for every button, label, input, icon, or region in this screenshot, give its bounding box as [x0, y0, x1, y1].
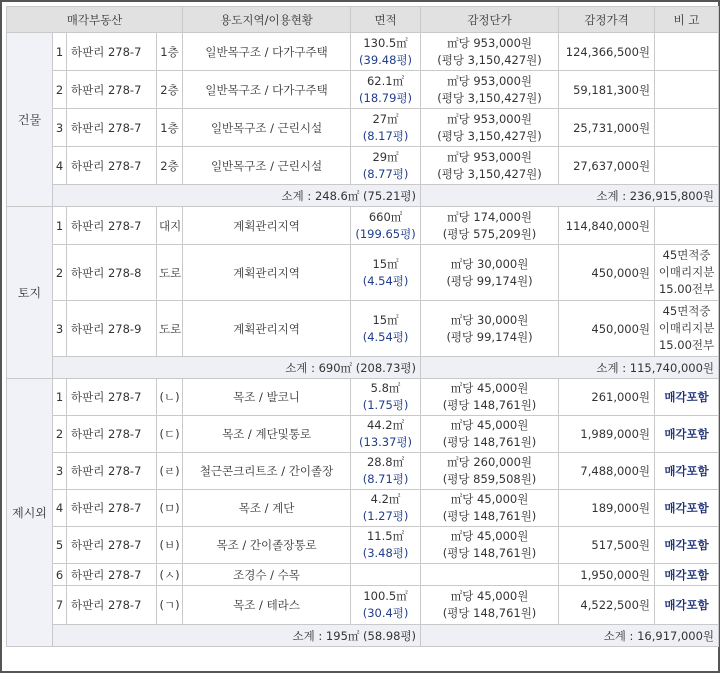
row-number: 3 [53, 109, 67, 147]
table-row [7, 490, 719, 527]
unit-price-m2: ㎡당 30,000원 [450, 256, 529, 271]
appraised-value-cell: 517,500원 [559, 527, 655, 564]
table-row [7, 207, 719, 245]
usage-cell: 계획관리지역 [183, 207, 351, 245]
address-cell: 하판리 278-7 [67, 490, 157, 527]
type-cell: (ㄱ) [157, 586, 183, 625]
remarks-cell: 매각포함 [655, 416, 719, 453]
usage-cell: 일반목구조 / 근린시설 [183, 147, 351, 185]
unit-price-cell [421, 301, 559, 357]
remarks-cell [655, 147, 719, 185]
appraised-value-cell: 4,522,500원 [559, 586, 655, 625]
subtotal-area: 소계 : 195㎡ (58.98평) [53, 625, 421, 647]
row-number: 1 [53, 207, 67, 245]
unit-price-m2: ㎡당 45,000원 [450, 381, 529, 395]
area-cell [351, 586, 421, 625]
unit-price-cell [421, 109, 559, 147]
unit-price-cell [421, 453, 559, 490]
address-cell: 하판리 278-7 [67, 379, 157, 416]
row-number: 2 [53, 245, 67, 301]
usage-cell: 계획관리지역 [183, 301, 351, 357]
remarks-cell [655, 207, 719, 245]
area-m2: 4.2㎡ [370, 492, 401, 506]
table-row [7, 301, 719, 357]
header-area: 면적 [351, 7, 421, 33]
area-cell [351, 490, 421, 527]
table-row [7, 586, 719, 625]
usage-cell: 목조 / 간이졸장통로 [183, 527, 351, 564]
area-cell [351, 301, 421, 357]
remarks-line: 이매리지분 [658, 321, 715, 335]
type-cell: (ㅅ) [157, 564, 183, 586]
unit-price-cell [421, 379, 559, 416]
remarks-cell: 매각포함 [655, 564, 719, 586]
type-cell: 2층 [157, 147, 183, 185]
unit-price-pyeong: (평당 3,150,427원) [437, 90, 542, 105]
appraised-value-cell: 450,000원 [559, 301, 655, 357]
area-cell [351, 416, 421, 453]
row-number: 3 [53, 301, 67, 357]
header-unit-price: 감정단가 [421, 7, 559, 33]
area-m2: 5.8㎡ [370, 381, 401, 395]
subtotal-area: 소계 : 690㎡ (208.73평) [53, 357, 421, 379]
table-row [7, 245, 719, 301]
remarks-cell [655, 245, 719, 301]
unit-price-pyeong: (평당 3,150,427원) [437, 128, 542, 143]
unit-price-cell [421, 490, 559, 527]
address-cell: 하판리 278-9 [67, 301, 157, 357]
usage-cell: 조경수 / 수목 [183, 564, 351, 586]
type-cell: (ㄴ) [157, 379, 183, 416]
address-cell: 하판리 278-7 [67, 564, 157, 586]
appraised-value-cell: 1,950,000원 [559, 564, 655, 586]
area-m2: 130.5㎡ [363, 35, 408, 50]
usage-cell: 일반목구조 / 다가구주택 [183, 71, 351, 109]
row-number: 5 [53, 527, 67, 564]
row-number: 2 [53, 416, 67, 453]
type-cell: (ㄹ) [157, 453, 183, 490]
area-m2: 44.2㎡ [366, 418, 405, 432]
row-number: 1 [53, 379, 67, 416]
unit-price-cell [421, 71, 559, 109]
row-number: 6 [53, 564, 67, 586]
unit-price-pyeong: (평당 3,150,427원) [437, 166, 542, 181]
unit-price-cell [421, 33, 559, 71]
unit-price-cell [421, 527, 559, 564]
unit-price-cell [421, 416, 559, 453]
area-pyeong: (18.79평) [359, 90, 413, 105]
type-cell: (ㅁ) [157, 490, 183, 527]
table-row [7, 453, 719, 490]
area-cell [351, 564, 421, 586]
unit-price-cell [421, 207, 559, 245]
usage-cell: 목조 / 테라스 [183, 586, 351, 625]
area-cell [351, 109, 421, 147]
appraised-value-cell: 25,731,000원 [559, 109, 655, 147]
type-cell: 2층 [157, 71, 183, 109]
row-number: 1 [53, 33, 67, 71]
unit-price-pyeong: (평당 3,150,427원) [437, 52, 542, 67]
row-number: 2 [53, 71, 67, 109]
area-m2: 28.8㎡ [366, 455, 405, 469]
subtotal-row-extra [7, 625, 719, 647]
table-row [7, 564, 719, 586]
area-m2: 660㎡ [368, 209, 403, 224]
unit-price-m2: ㎡당 953,000원 [447, 111, 533, 126]
address-cell: 하판리 278-7 [67, 207, 157, 245]
area-m2: 100.5㎡ [363, 589, 408, 603]
table-row [7, 527, 719, 564]
area-pyeong: (8.17평) [362, 128, 409, 143]
remarks-line: 45면적중 [662, 304, 711, 318]
unit-price-pyeong: (평당 99,174원) [446, 329, 533, 344]
subtotal-row-land [7, 357, 719, 379]
area-pyeong: (13.37평) [359, 435, 413, 449]
address-cell: 하판리 278-7 [67, 453, 157, 490]
header-appraised-value: 감정가격 [559, 7, 655, 33]
type-cell: 도로 [157, 301, 183, 357]
subtotal-value: 소계 : 236,915,800원 [421, 185, 719, 207]
unit-price-pyeong: (평당 148,761원) [442, 398, 537, 412]
area-m2: 11.5㎡ [366, 529, 405, 543]
remarks-cell [655, 71, 719, 109]
remarks-cell: 매각포함 [655, 586, 719, 625]
remarks-line: 15.00전부 [658, 338, 715, 352]
appraised-value-cell: 124,366,500원 [559, 33, 655, 71]
unit-price-cell [421, 147, 559, 185]
address-cell: 하판리 278-7 [67, 586, 157, 625]
address-cell: 하판리 278-7 [67, 71, 157, 109]
appraised-value-cell: 27,637,000원 [559, 147, 655, 185]
area-pyeong: (4.54평) [362, 329, 409, 344]
unit-price-m2: ㎡당 953,000원 [447, 73, 533, 88]
unit-price-m2: ㎡당 953,000원 [447, 35, 533, 50]
type-cell: (ㅂ) [157, 527, 183, 564]
area-m2: 15㎡ [372, 312, 399, 327]
area-pyeong: (1.27평) [362, 509, 409, 523]
row-number: 4 [53, 490, 67, 527]
area-m2: 27㎡ [372, 111, 399, 126]
subtotal-row-building [7, 185, 719, 207]
usage-cell: 일반목구조 / 근린시설 [183, 109, 351, 147]
subtotal-area: 소계 : 248.6㎡ (75.21평) [53, 185, 421, 207]
row-number: 3 [53, 453, 67, 490]
appraisal-table [6, 6, 719, 647]
remarks-cell: 매각포함 [655, 379, 719, 416]
area-cell [351, 453, 421, 490]
type-cell: (ㄷ) [157, 416, 183, 453]
appraised-value-cell: 450,000원 [559, 245, 655, 301]
unit-price-pyeong: (평당 99,174원) [446, 273, 533, 288]
area-pyeong: (30.4평) [362, 606, 409, 620]
subtotal-value: 소계 : 115,740,000원 [421, 357, 719, 379]
area-cell [351, 527, 421, 564]
unit-price-pyeong: (평당 575,209원) [442, 226, 537, 241]
area-pyeong: (1.75평) [362, 398, 409, 412]
area-m2: 15㎡ [372, 256, 399, 271]
subtotal-value: 소계 : 16,917,000원 [421, 625, 719, 647]
unit-price-m2: ㎡당 45,000원 [450, 418, 529, 432]
header-row [7, 7, 719, 33]
usage-cell: 목조 / 계단및통로 [183, 416, 351, 453]
address-cell: 하판리 278-7 [67, 527, 157, 564]
category-label-extra: 제시외 [7, 379, 53, 647]
unit-price-pyeong: (평당 859,508원) [442, 472, 537, 486]
area-pyeong: (4.54평) [362, 273, 409, 288]
area-cell [351, 33, 421, 71]
appraised-value-cell: 59,181,300원 [559, 71, 655, 109]
unit-price-m2: ㎡당 45,000원 [450, 589, 529, 603]
remarks-line: 45면적중 [662, 248, 711, 262]
area-pyeong: (3.48평) [362, 546, 409, 560]
remarks-cell: 매각포함 [655, 490, 719, 527]
area-cell [351, 147, 421, 185]
address-cell: 하판리 278-7 [67, 109, 157, 147]
address-cell: 하판리 278-7 [67, 416, 157, 453]
category-label-building: 건물 [7, 33, 53, 207]
remarks-line: 15.00전부 [658, 282, 715, 296]
area-cell [351, 207, 421, 245]
remarks-cell [655, 301, 719, 357]
table-row [7, 71, 719, 109]
area-pyeong: (8.77평) [362, 166, 409, 181]
unit-price-pyeong: (평당 148,761원) [442, 546, 537, 560]
area-cell [351, 71, 421, 109]
appraised-value-cell: 1,989,000원 [559, 416, 655, 453]
appraised-value-cell: 7,488,000원 [559, 453, 655, 490]
remarks-cell: 매각포함 [655, 527, 719, 564]
table-row [7, 147, 719, 185]
area-cell [351, 245, 421, 301]
appraised-value-cell: 189,000원 [559, 490, 655, 527]
table-row [7, 416, 719, 453]
unit-price-cell [421, 586, 559, 625]
appraised-value-cell: 114,840,000원 [559, 207, 655, 245]
area-pyeong: (39.48평) [359, 52, 413, 67]
unit-price-pyeong: (평당 148,761원) [442, 509, 537, 523]
type-cell: 도로 [157, 245, 183, 301]
address-cell: 하판리 278-8 [67, 245, 157, 301]
unit-price-m2: ㎡당 953,000원 [447, 149, 533, 164]
type-cell: 1층 [157, 109, 183, 147]
header-property: 매각부동산 [7, 7, 183, 33]
address-cell: 하판리 278-7 [67, 147, 157, 185]
area-pyeong: (8.71평) [362, 472, 409, 486]
usage-cell: 일반목구조 / 다가구주택 [183, 33, 351, 71]
type-cell: 대지 [157, 207, 183, 245]
remarks-cell [655, 109, 719, 147]
usage-cell: 목조 / 발코니 [183, 379, 351, 416]
usage-cell: 철근콘크리트조 / 간이졸장 [183, 453, 351, 490]
address-cell: 하판리 278-7 [67, 33, 157, 71]
unit-price-m2: ㎡당 45,000원 [450, 492, 529, 506]
unit-price-cell [421, 245, 559, 301]
unit-price-m2: ㎡당 45,000원 [450, 529, 529, 543]
table-row [7, 109, 719, 147]
header-zoning: 용도지역/이용현황 [183, 7, 351, 33]
table-row [7, 379, 719, 416]
area-m2: 62.1㎡ [366, 73, 405, 88]
table-row [7, 33, 719, 71]
header-remarks: 비 고 [655, 7, 719, 33]
unit-price-pyeong: (평당 148,761원) [442, 606, 537, 620]
unit-price-pyeong: (평당 148,761원) [442, 435, 537, 449]
unit-price-m2: ㎡당 30,000원 [450, 312, 529, 327]
unit-price-m2: ㎡당 260,000원 [447, 455, 533, 469]
remarks-cell [655, 33, 719, 71]
area-cell [351, 379, 421, 416]
type-cell: 1층 [157, 33, 183, 71]
area-m2: 29㎡ [372, 149, 399, 164]
unit-price-m2: ㎡당 174,000원 [447, 209, 533, 224]
appraised-value-cell: 261,000원 [559, 379, 655, 416]
usage-cell: 목조 / 계단 [183, 490, 351, 527]
remarks-cell: 매각포함 [655, 453, 719, 490]
category-label-land: 토지 [7, 207, 53, 379]
usage-cell: 계획관리지역 [183, 245, 351, 301]
unit-price-cell [421, 564, 559, 586]
row-number: 4 [53, 147, 67, 185]
area-pyeong: (199.65평) [355, 226, 416, 241]
row-number: 7 [53, 586, 67, 625]
remarks-line: 이매리지분 [658, 265, 715, 279]
